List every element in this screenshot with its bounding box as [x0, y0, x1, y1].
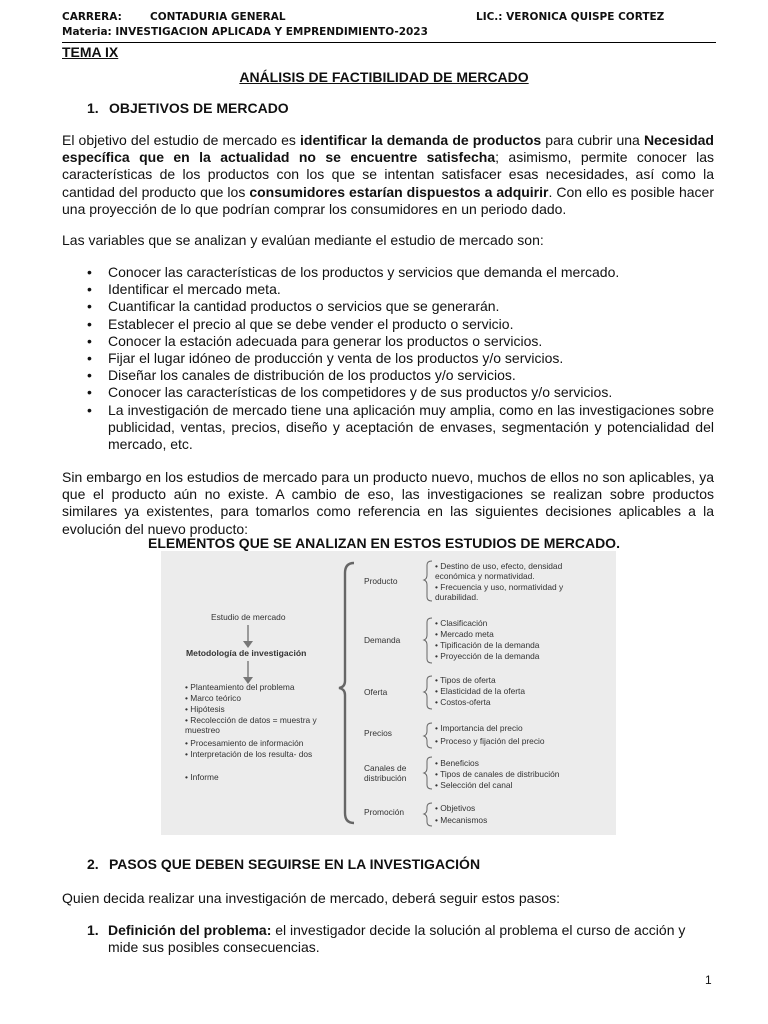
diagram-step: • Marco teórico: [185, 693, 241, 703]
list-item: • Conocer las características de los competidores y de sus productos y/o servicios.: [87, 384, 714, 401]
page-title: ANÁLISIS DE FACTIBILIDAD DE MERCADO: [239, 69, 529, 85]
group-item: • Costos-oferta: [435, 697, 491, 707]
group-item: • Proceso y fijación del precio: [435, 736, 545, 746]
page-number: 1: [705, 973, 712, 987]
list-item: • Establecer el precio al que se debe vender el producto o servicio.: [87, 316, 714, 333]
header-carrera-value: CONTADURIA GENERAL: [150, 11, 286, 23]
section2-step-1: [87, 922, 714, 956]
group-item: • Destino de uso, efecto, densidad económica y normatividad.: [435, 561, 563, 582]
diagram-step: • Procesamiento de información: [185, 738, 304, 748]
section2-intro: Quien decida realizar una investigación de mercado, deberá seguir estos pasos:: [62, 890, 561, 906]
list-item: • Cuantificar la cantidad productos o servicios que se generarán.: [87, 298, 714, 315]
section1-number: 1.: [87, 100, 99, 116]
group-item: • Selección del canal: [435, 780, 513, 790]
tema-label: TEMA IX: [62, 44, 119, 60]
group-item: • Tipos de canales de distribución: [435, 769, 560, 779]
diagram-method: Metodología de investigación: [186, 648, 307, 658]
diagram-step: • Hipótesis: [185, 704, 225, 714]
header-lic: LIC.: VERONICA QUISPE CORTEZ: [476, 11, 665, 23]
group-item: • Tipos de oferta: [435, 675, 496, 685]
group-promocion: Promoción: [364, 807, 405, 817]
p1-bold-3: consumidores estarían dispuestos a adquirir: [249, 183, 549, 200]
section1-paragraph-1: [62, 132, 714, 218]
header-carrera-label: CARRERA:: [62, 11, 122, 23]
group-item: • Objetivos: [435, 803, 476, 813]
section2-heading-text: PASOS QUE DEBEN SEGUIRSE EN LA INVESTIGACIÓN: [109, 856, 481, 872]
group-item: • Frecuencia y uso, normatividad y durabilidad.: [435, 582, 564, 603]
group-item: • Mecanismos: [435, 815, 488, 825]
elements-title: ELEMENTOS QUE SE ANALIZAN EN ESTOS ESTUDIOS DE MERCADO.: [148, 535, 620, 551]
section2-number: 2.: [87, 856, 99, 872]
group-demanda: Demanda: [364, 635, 401, 645]
group-item: • Clasificación: [435, 618, 488, 628]
diagram-step: • Interpretación de los resulta- dos: [185, 749, 313, 759]
group-item: • Beneficios: [435, 758, 479, 768]
list-item: • Identificar el mercado meta.: [87, 281, 714, 298]
header-materia: Materia: INVESTIGACION APLICADA Y EMPRENDIMIENTO-2023: [62, 26, 428, 38]
step-body: el investigador decide la solución al problema el curso de acción y mide sus posibles consecuencias.: [108, 922, 686, 956]
list-item: • Fijar el lugar idóneo de producción y venta de los productos y/o servicios.: [87, 350, 714, 367]
diagram-step: • Informe: [185, 772, 219, 782]
section1-heading: [87, 100, 289, 116]
list-item: • Conocer la estación adecuada para generar los productos o servicios.: [87, 333, 714, 350]
group-item: • Importancia del precio: [435, 723, 523, 733]
list-item: • La investigación de mercado tiene una aplicación muy amplia, como en las investigaciones sobre publicidad, ventas, precios, diseño y aceptación de envases, segmentación y potencialidad del mercado, etc.: [87, 402, 714, 454]
section1-paragraph-2: Las variables que se analizan y evalúan mediante el estudio de mercado son:: [62, 232, 544, 248]
group-item: • Elasticidad de la oferta: [435, 686, 525, 696]
step-number: 1.: [87, 922, 99, 938]
list-item: • Diseñar los canales de distribución de los productos y/o servicios.: [87, 367, 714, 384]
p1-text-2: para cubrir una: [541, 132, 644, 148]
header-divider: [62, 42, 716, 43]
group-item: • Mercado meta: [435, 629, 494, 639]
diagram-root: Estudio de mercado: [211, 612, 286, 622]
diagram-step: • Recolección de datos = muestra y muestreo: [185, 715, 317, 736]
list-item: • Conocer las características de los productos y servicios que demanda el mercado.: [87, 264, 714, 281]
p1-text-1: El objetivo del estudio de mercado es: [62, 132, 300, 148]
p1-bold-1: identificar la demanda de productos: [300, 132, 542, 148]
step-text: [108, 922, 714, 956]
group-producto: Producto: [364, 576, 398, 586]
section1-heading-text: OBJETIVOS DE MERCADO: [109, 100, 289, 116]
step-label: Definición del problema:: [108, 922, 272, 938]
p1-text-3: ; asimismo, permite conocer las características de los productos con los que se intentan satisfacer esas necesidades, así como la cantidad del producto que los: [62, 149, 715, 200]
variables-list: [87, 264, 714, 453]
market-study-diagram: [161, 551, 616, 835]
section2-heading: [87, 856, 480, 872]
group-item: • Proyección de la demanda: [435, 651, 540, 661]
group-item: • Tipificación de la demanda: [435, 640, 540, 650]
section1-paragraph-3: Sin embargo en los estudios de mercado para un producto nuevo, muchos de ellos no son aplicables, ya que el producto aún no existe. A cambio de eso, las investigaciones se realizan sobre productos similares ya existentes, para tomarlos como referencia en las siguientes decisiones aplicables a la evolución del nuevo producto:: [62, 469, 714, 537]
p1-bold-2: Necesidad específica que en la actualidad no se encuentre satisfecha: [62, 132, 714, 166]
group-canales: Canales de distribución: [364, 763, 407, 784]
group-oferta: Oferta: [364, 687, 388, 697]
p1-text-4: . Con ello es posible hacer una proyección de lo que podrían comprar los consumidores en un periodo dado.: [62, 183, 714, 217]
diagram-step: • Planteamiento del problema: [185, 682, 295, 692]
group-precios: Precios: [364, 728, 392, 738]
